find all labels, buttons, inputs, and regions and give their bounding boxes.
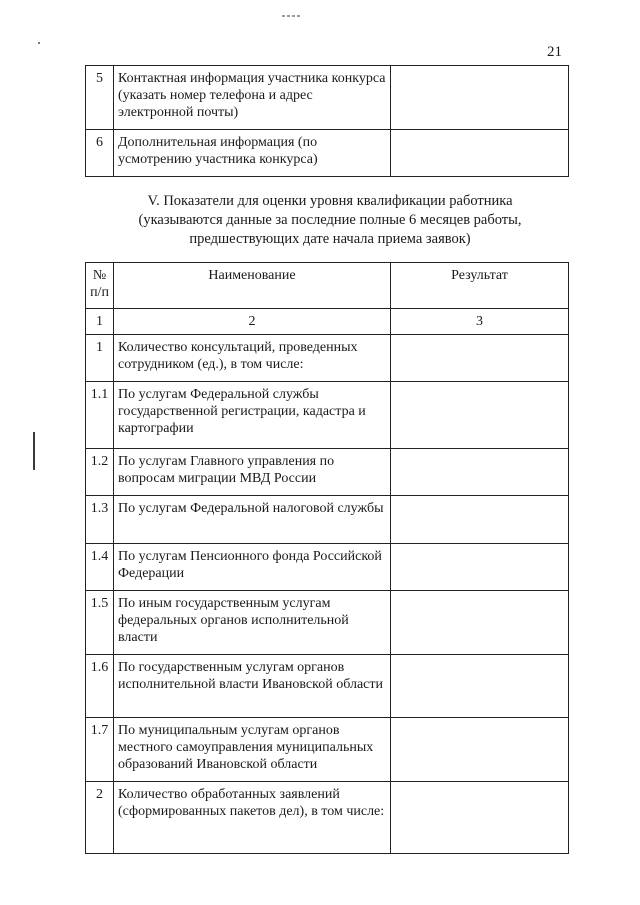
section-heading — [110, 192, 550, 249]
scan-edge-mark — [33, 432, 35, 470]
row-value-cell[interactable] — [391, 66, 569, 130]
page-number: 21 — [547, 44, 562, 60]
table-row — [86, 782, 569, 854]
row-text: Количество консультаций, проведенных сотрудником (ед.), в том числе: — [114, 335, 391, 382]
row-number: 5 — [86, 66, 114, 130]
table-row — [86, 591, 569, 655]
row-value-cell[interactable] — [391, 382, 569, 449]
row-number: 1.5 — [86, 591, 114, 655]
row-number: 1.7 — [86, 718, 114, 782]
qualification-table — [85, 262, 569, 854]
row-number: 1 — [86, 335, 114, 382]
table-row — [86, 335, 569, 382]
row-number: 2 — [86, 782, 114, 854]
row-value-cell[interactable] — [391, 655, 569, 718]
row-text: По услугам Пенсионного фонда Российской Федерации — [114, 544, 391, 591]
table-row — [86, 544, 569, 591]
table-row — [86, 130, 569, 177]
col-number: 2 — [114, 309, 391, 335]
row-value-cell[interactable] — [391, 130, 569, 177]
table-row — [86, 66, 569, 130]
scan-dot — [38, 42, 40, 44]
header-name: Наименование — [114, 263, 391, 309]
header-num: № п/п — [86, 263, 114, 309]
section-subtitle-2: предшествующих дате начала приема заявок) — [189, 231, 471, 247]
row-value-cell[interactable] — [391, 718, 569, 782]
section-title: V. Показатели для оценки уровня квалификации работника — [147, 193, 513, 209]
table-row — [86, 382, 569, 449]
col-number: 1 — [86, 309, 114, 335]
row-text: По иным государственным услугам федеральных органов исполнительной власти — [114, 591, 391, 655]
row-text: Дополнительная информация (по усмотрению участника конкурса) — [114, 130, 391, 177]
table-row — [86, 449, 569, 496]
table-row — [86, 496, 569, 544]
contact-table — [85, 65, 569, 177]
table-row — [86, 718, 569, 782]
row-value-cell[interactable] — [391, 449, 569, 496]
row-value-cell[interactable] — [391, 335, 569, 382]
row-text: По услугам Федеральной налоговой службы — [114, 496, 391, 544]
column-number-row — [86, 309, 569, 335]
row-number: 6 — [86, 130, 114, 177]
row-text: По услугам Федеральной службы государственной регистрации, кадастра и картографии — [114, 382, 391, 449]
section-subtitle-1: (указываются данные за последние полные 6 месяцев работы, — [138, 212, 522, 228]
row-number: 1.4 — [86, 544, 114, 591]
row-text: Количество обработанных заявлений (сформированных пакетов дел), в том числе: — [114, 782, 391, 854]
row-text: По государственным услугам органов исполнительной власти Ивановской области — [114, 655, 391, 718]
header-result: Результат — [391, 263, 569, 309]
row-number: 1.3 — [86, 496, 114, 544]
row-text: По услугам Главного управления по вопросам миграции МВД России — [114, 449, 391, 496]
col-number: 3 — [391, 309, 569, 335]
row-value-cell[interactable] — [391, 496, 569, 544]
row-number: 1.6 — [86, 655, 114, 718]
header-row — [86, 263, 569, 309]
row-value-cell[interactable] — [391, 591, 569, 655]
row-value-cell[interactable] — [391, 782, 569, 854]
row-text: Контактная информация участника конкурса (указать номер телефона и адрес электронной почты) — [114, 66, 391, 130]
table-row — [86, 655, 569, 718]
scan-artifact — [282, 4, 312, 10]
row-number: 1.1 — [86, 382, 114, 449]
row-text: По муниципальным услугам органов местного самоуправления муниципальных образований Ивановской области — [114, 718, 391, 782]
row-value-cell[interactable] — [391, 544, 569, 591]
row-number: 1.2 — [86, 449, 114, 496]
